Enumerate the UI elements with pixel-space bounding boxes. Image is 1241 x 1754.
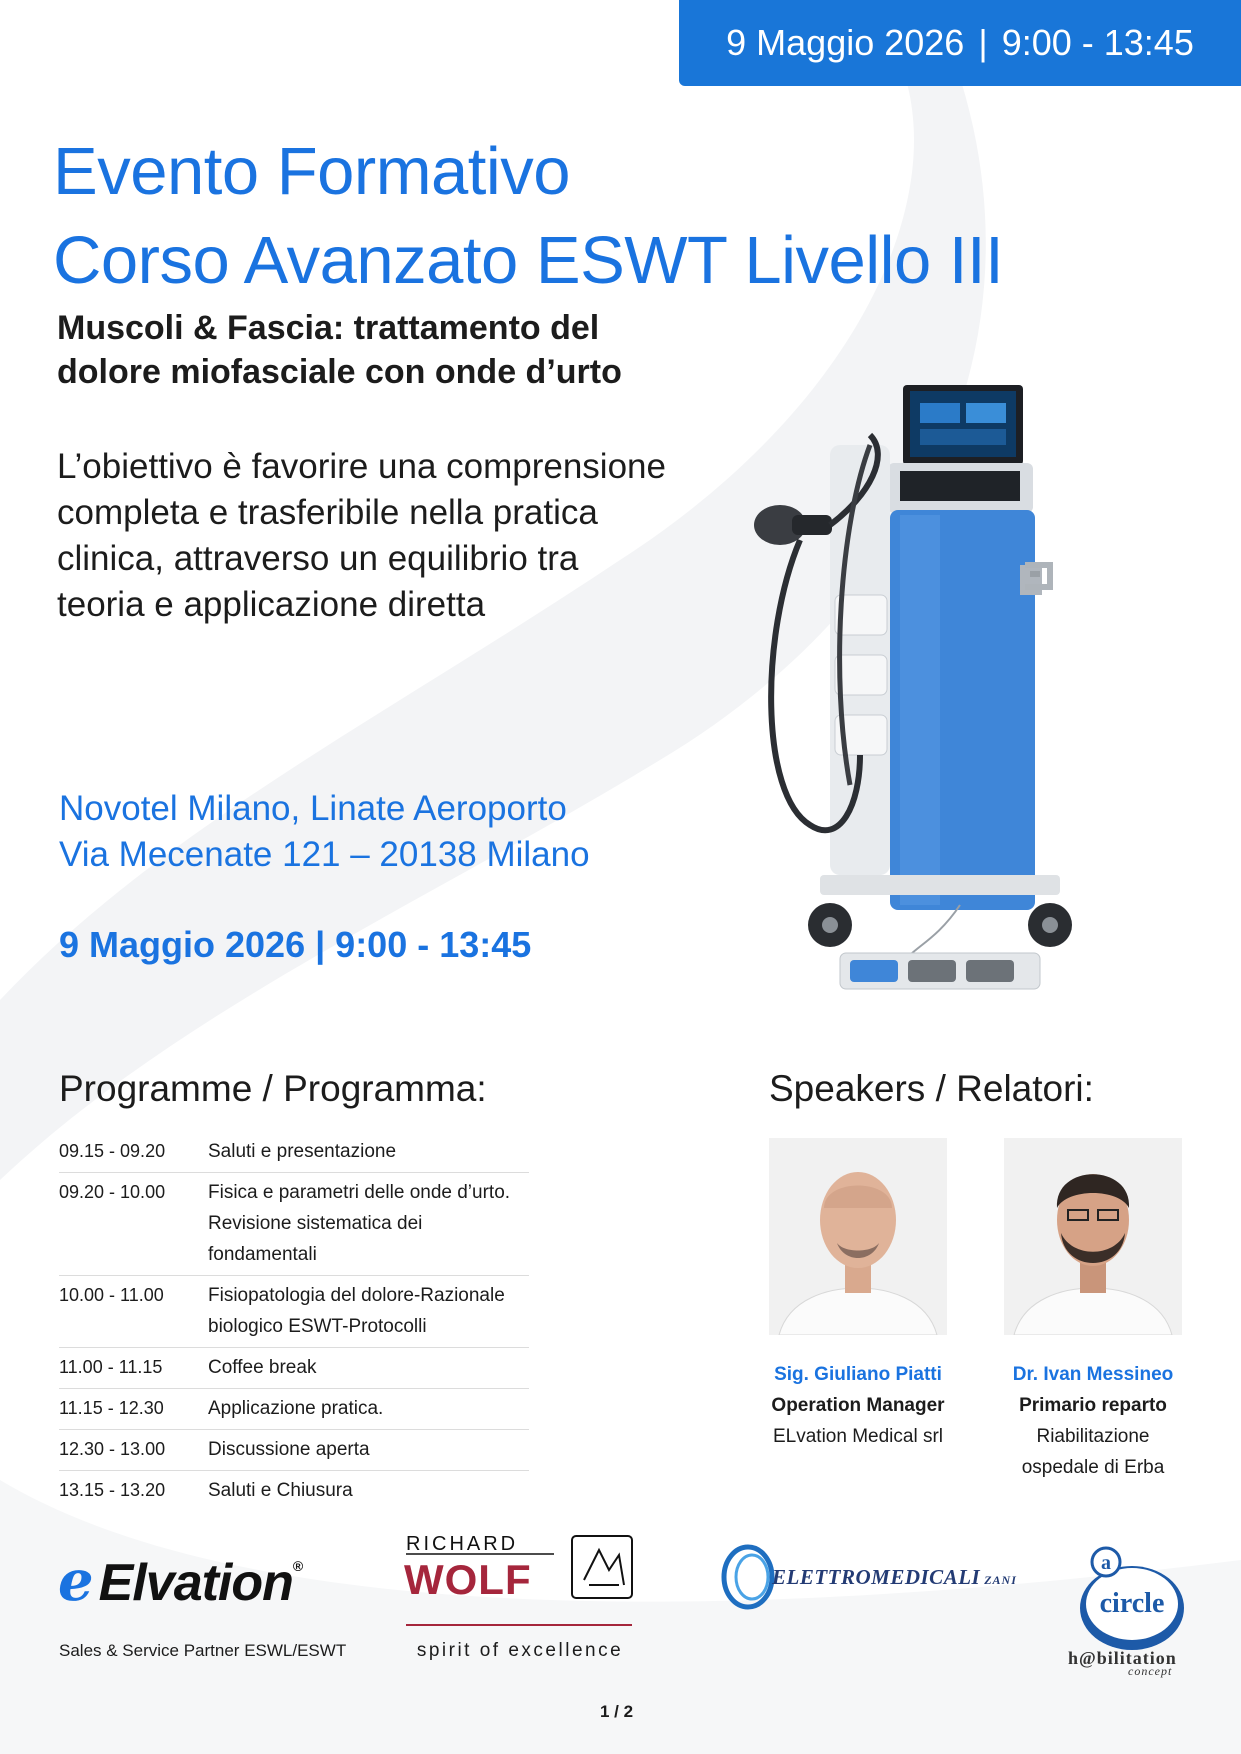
elvation-name: Elvation (98, 1554, 293, 1612)
speaker-photo-2 (1004, 1138, 1182, 1335)
eswt-device-image (720, 375, 1105, 1015)
elvation-logo (58, 1548, 302, 1614)
event-date: 9 Maggio 2026 | 9:00 - 13:45 (59, 924, 532, 965)
speaker-name: Sig. Giuliano Piatti (774, 1364, 942, 1385)
a-circle-logo (1074, 1538, 1194, 1658)
row-activity (208, 1471, 529, 1512)
habilitation-concept: concept (1128, 1664, 1173, 1678)
activity-line-1: Saluti e Chiusura (208, 1480, 353, 1501)
row-activity (208, 1132, 529, 1173)
activity-line-1: Fisiopatologia del dolore-Razionale (208, 1285, 505, 1306)
venue-line-2: Via Mecenate 121 – 20138 Milano (59, 835, 590, 874)
activity-line-1: Discussione aperta (208, 1439, 370, 1460)
row-time: 10.00 - 11.00 (59, 1276, 208, 1348)
title-line-2: Corso Avanzato ESWT Livello III (53, 223, 1004, 298)
row-activity (208, 1389, 529, 1430)
activity-line-2: biologico ESWT-Protocolli (208, 1316, 427, 1337)
objective-line-4: teoria e applicazione diretta (57, 585, 486, 624)
activity-line-1: Coffee break (208, 1357, 317, 1378)
programme-heading: Programme / Programma: (59, 1068, 487, 1109)
banner-date: 9 Maggio 2026 (726, 22, 965, 63)
row-time: 09.15 - 09.20 (59, 1132, 208, 1173)
wolf-main-text: WOLF (404, 1556, 532, 1603)
zani-main: ELETTROMEDICALI (772, 1565, 981, 1589)
row-activity (208, 1430, 529, 1471)
activity-line-2: Revisione sistematica dei fondamentali (208, 1213, 423, 1265)
banner-time: 9:00 - 13:45 (1001, 22, 1194, 63)
venue-line-1: Novotel Milano, Linate Aeroporto (59, 789, 567, 828)
elvation-caption: Sales & Service Partner ESWL/ESWT (59, 1641, 347, 1660)
row-activity (208, 1173, 529, 1276)
speakers-heading: Speakers / Relatori: (769, 1068, 1094, 1109)
row-activity (208, 1276, 529, 1348)
elettromedicali-zani-logo (772, 1565, 1017, 1590)
activity-line-1: Saluti e presentazione (208, 1141, 397, 1162)
circle-a-text: a (1101, 1552, 1111, 1574)
table-row (59, 1348, 529, 1389)
row-time: 11.00 - 11.15 (59, 1348, 208, 1389)
speaker-org-2: ospedale di Erba (1021, 1457, 1165, 1478)
activity-line-1: Applicazione pratica. (208, 1398, 384, 1419)
date-banner (679, 0, 1241, 86)
row-activity (208, 1348, 529, 1389)
objective-line-3: clinica, attraverso un equilibrio tra (57, 539, 579, 578)
speaker-org: ELvation Medical srl (772, 1426, 944, 1447)
venue-address (59, 786, 590, 878)
objective-line-1: L’obiettivo è favorire una comprensione (57, 447, 666, 486)
table-row (59, 1430, 529, 1471)
table-row (59, 1132, 529, 1173)
subtitle (57, 306, 622, 394)
speaker-role: Primario reparto (1019, 1395, 1167, 1416)
row-time: 13.15 - 13.20 (59, 1480, 166, 1500)
objective-line-2: completa e trasferibile nella pratica (57, 493, 598, 532)
table-row (59, 1471, 529, 1512)
circle-word-text: circle (1099, 1588, 1165, 1619)
speaker-card (1003, 1138, 1183, 1483)
registered-mark: ® (292, 1558, 303, 1574)
speaker-card (768, 1138, 948, 1452)
activity-line-1: Fisica e parametri delle onde d’urto. (208, 1182, 511, 1203)
page-title (53, 127, 1003, 305)
objective-text (57, 444, 747, 628)
title-line-1: Evento Formativo (53, 134, 571, 209)
row-time: 11.15 - 12.30 (59, 1389, 208, 1430)
page-number: 1 / 2 (600, 1702, 634, 1721)
speaker-photo-1 (769, 1138, 947, 1335)
programme-table (59, 1132, 529, 1511)
row-time: 12.30 - 13.00 (59, 1430, 208, 1471)
table-row (59, 1276, 529, 1348)
subtitle-line-2: dolore miofasciale con onde d’urto (57, 353, 622, 391)
elvation-e-icon: ℯ (58, 1549, 93, 1612)
habilitation-text: h@bilitation (1068, 1648, 1177, 1668)
speaker-name: Dr. Ivan Messineo (1012, 1364, 1174, 1385)
wolf-caption: spirit of excellence (416, 1640, 624, 1661)
table-row (59, 1173, 529, 1276)
table-row (59, 1389, 529, 1430)
row-time: 09.20 - 10.00 (59, 1173, 208, 1276)
speaker-org: Riabilitazione (1036, 1426, 1150, 1447)
banner-separator: | (978, 22, 988, 63)
subtitle-line-1: Muscoli & Fascia: trattamento del (57, 309, 600, 347)
wolf-top-text: RICHARD (406, 1533, 519, 1555)
zani-small: ZANI (984, 1573, 1017, 1587)
speaker-role: Operation Manager (771, 1395, 945, 1416)
